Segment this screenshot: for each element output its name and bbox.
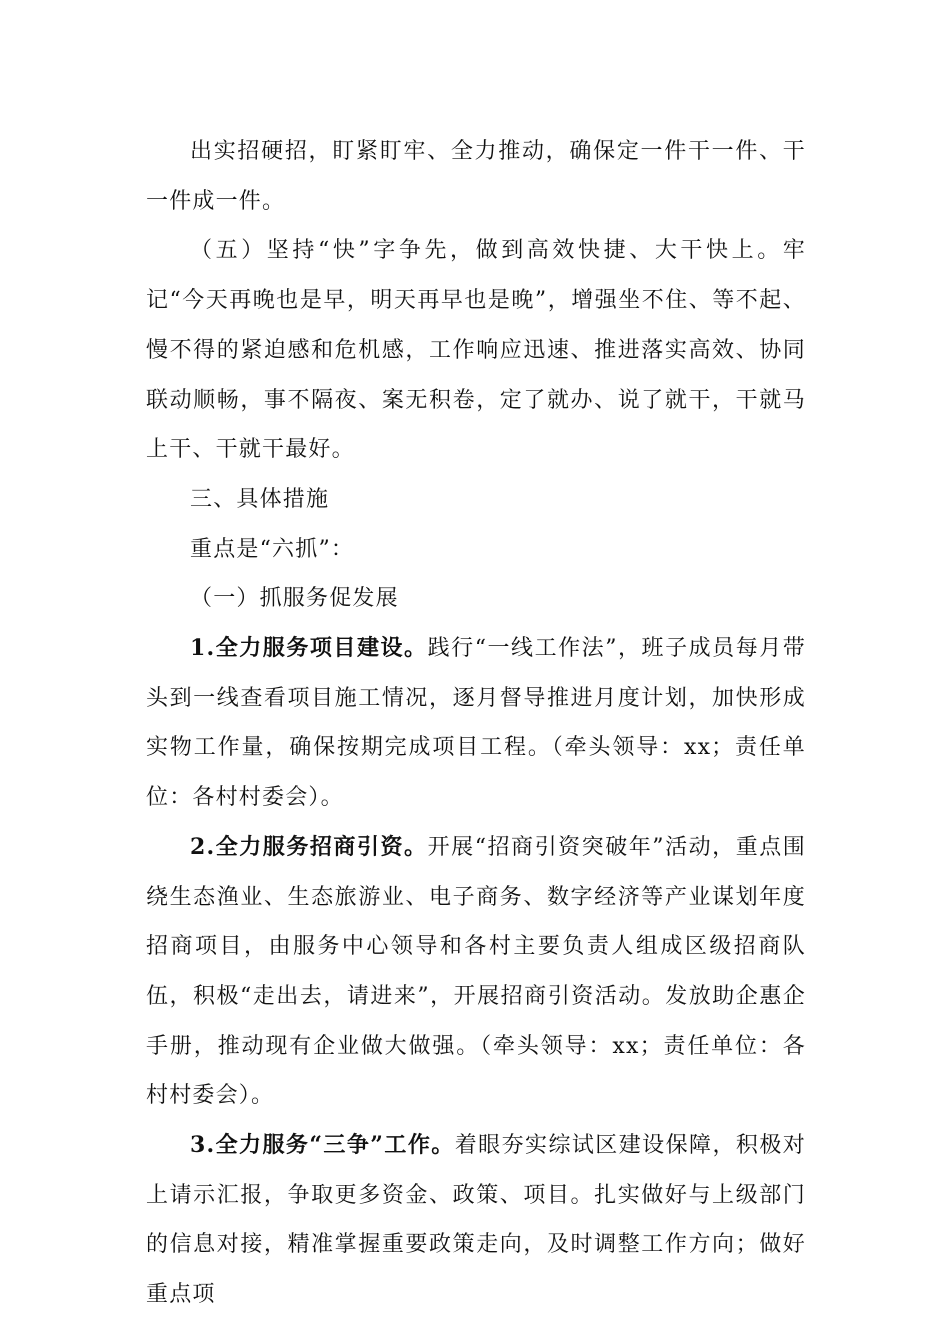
- measure-item-2-title: 2.全力服务招商引资。: [190, 833, 428, 860]
- document-page: [146, 127, 806, 1320]
- section-heading: [146, 475, 806, 525]
- paragraph-1: [146, 127, 806, 226]
- paragraph-2: [146, 226, 806, 475]
- measure-item-2-text: 开展“招商引资突破年”活动，重点围绕生态渔业、生态旅游业、电子商务、数字经济等产业谋划年度招商项目，由服务中心领导和各村主要负责人组成区级招商队伍，积极“走出去，请进来”，开展招商引资活动。发放助企惠企手册，推动现有企业做大做强。（牵头领导：xx；责任单位：各村村委会）。: [146, 834, 806, 1109]
- paragraph-2-text: （五）坚持“快”字争先，做到高效快捷、大干快上。牢记“今天再晚也是早，明天再早也是晚”，增强坐不住、等不起、慢不得的紧迫感和危机感，工作响应迅速、推进落实高效、协同联动顺畅，事不隔夜、案无积卷，定了就办、说了就干，干就马上干、干就干最好。: [146, 238, 806, 463]
- subsection-heading: [146, 574, 806, 624]
- measure-item-1-title: 1.全力服务项目建设。: [190, 635, 428, 662]
- measure-item-2: [146, 823, 806, 1121]
- section-heading-text: 三、具体措施: [190, 486, 330, 512]
- key-points-text: 重点是“六抓”：: [190, 536, 355, 562]
- measure-item-1: [146, 624, 806, 823]
- measure-item-1-text: 践行“一线工作法”，班子成员每月带头到一线查看项目施工情况，逐月督导推进月度计划，加快形成实物工作量，确保按期完成项目工程。（牵头领导：xx；责任单位：各村村委会）。: [146, 636, 806, 811]
- subsection-heading-text: （一）抓服务促发展: [190, 586, 399, 612]
- paragraph-1-text: 出实招硬招，盯紧盯牢、全力推动，确保定一件干一件、干一件成一件。: [146, 139, 806, 214]
- measure-item-3: [146, 1121, 806, 1320]
- measure-item-3-title: 3.全力服务“三争”工作。: [190, 1132, 455, 1159]
- key-points-line: [146, 525, 806, 575]
- measure-item-3-text: 着眼夯实综试区建设保障，积极对上请示汇报，争取更多资金、政策、项目。扎实做好与上级部门的信息对接，精准掌握重要政策走向，及时调整工作方向；做好重点项: [146, 1133, 806, 1308]
